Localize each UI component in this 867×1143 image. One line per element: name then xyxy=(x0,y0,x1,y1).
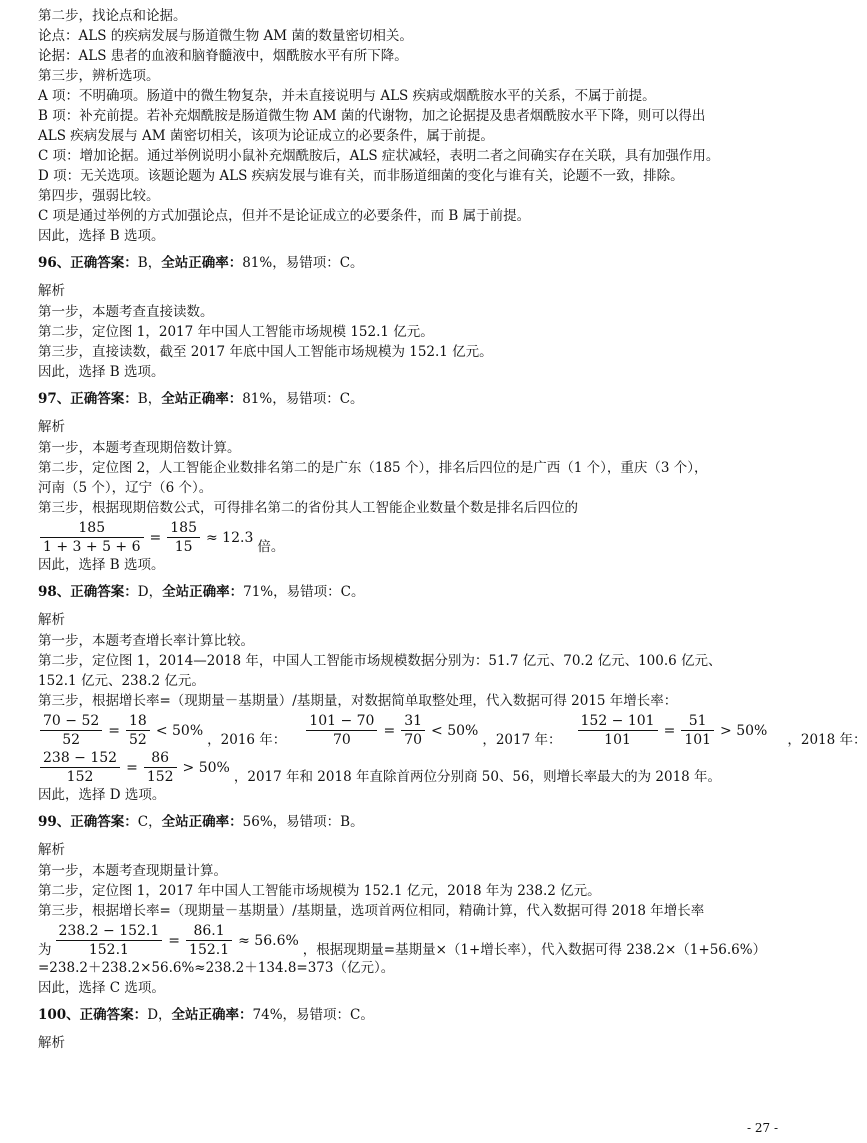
text-line: A 项：不明确项。肠道中的微生物复杂，并未直接说明与 ALS 疾病或烟酰胺水平的关系，不属于前提。 xyxy=(38,88,656,104)
text-line: 第三步，根据增长率=（现期量－基期量）/基期量，选项首两位相同，精确计算，代入数据可得 2018 年增长率 xyxy=(38,903,705,919)
text-line: 论据：ALS 患者的血液和脑脊髓液中，烟酰胺水平有所下降。 xyxy=(38,48,408,64)
question-99 xyxy=(38,811,778,998)
analysis-label: 解析 xyxy=(38,842,65,858)
text-line: 第二步，定位图 2，人工智能企业数排名第二的是广东（185 个），排名后四位的是广西（1 个），重庆（3 个）， xyxy=(38,460,708,476)
answer-header: 100、正确答案：D，全站正确率：74%，易错项：C。 xyxy=(38,1007,374,1023)
fraction: $\frac{185}{15}$ xyxy=(167,520,200,555)
text-line: 第一步，本题考查直接读数。 xyxy=(38,304,214,320)
text-line: 152.1 亿元、238.2 亿元。 xyxy=(38,673,205,689)
text-line: C 项是通过举例的方式加强论点，但并不是论证成立的必要条件，而 B 属于前提。 xyxy=(38,208,531,224)
document-page xyxy=(38,6,867,1054)
analysis-label: 解析 xyxy=(38,1035,65,1051)
text-line: 因此，选择 B 选项。 xyxy=(38,228,165,244)
text-line: C 项：增加论据。通过举例说明小鼠补充烟酰胺后，ALS 症状减轻，表明二者之间确实存在关联，具有加强作用。 xyxy=(38,148,720,164)
question-100 xyxy=(38,1004,778,1054)
answer-header: 98、正确答案：D，全站正确率：71%，易错项：C。 xyxy=(38,584,365,600)
analysis-label: 解析 xyxy=(38,612,65,628)
text-line: 第四步，强弱比较。 xyxy=(38,188,160,204)
text-line: D 项：无关选项。该题论题为 ALS 疾病发展与谁有关，而非肠道细菌的变化与谁有关，论题不一致，排除。 xyxy=(38,168,684,184)
text-line: 论点：ALS 的疾病发展与肠道微生物 AM 菌的数量密切相关。 xyxy=(38,28,413,44)
formula-row: $\frac{70 - 52}{52}$ = $\frac{18}{52}$ < 50%，2016 年： $\frac{101 - 70}{70}$ = $\frac{31}{70}$ < 50%，2017 年： $\frac{152 - 101}{101}$ = $\frac{51}{101}$ > 50%，2018 年： xyxy=(38,713,778,748)
formula: $\frac{185}{1 + 3 + 5 + 6}$ = $\frac{185}{15}$ ≈ 12.3倍。 xyxy=(38,520,778,555)
text-line: 第三步，辨析选项。 xyxy=(38,68,160,84)
question-98 xyxy=(38,581,867,805)
text-line: 第二步，定位图 1，2017 年中国人工智能市场规模为 152.1 亿元，2018 年为 238.2 亿元。 xyxy=(38,883,601,899)
text-line: 第一步，本题考查增长率计算比较。 xyxy=(38,633,254,649)
question-96 xyxy=(38,252,778,382)
section-reasoning xyxy=(38,6,778,246)
text-line: 河南（5 个），辽宁（6 个）。 xyxy=(38,480,213,496)
text-line: 第三步，根据增长率=（现期量－基期量）/基期量，对数据简单取整处理，代入数据可得 2015 年增长率： xyxy=(38,693,678,709)
text-line: =238.2＋238.2×56.6%≈238.2＋134.8=373（亿元）。 xyxy=(38,960,395,976)
analysis-label: 解析 xyxy=(38,283,65,299)
analysis-label: 解析 xyxy=(38,419,65,435)
answer-header: 99、正确答案：C，全站正确率：56%，易错项：B。 xyxy=(38,814,364,830)
text-line: B 项：补充前提。若补充烟酰胺是肠道微生物 AM 菌的代谢物，加之论据提及患者烟酰胺水平下降，则可以得出 xyxy=(38,108,706,124)
text-line: 因此，选择 D 选项。 xyxy=(38,787,166,803)
text-line: 第一步，本题考查现期倍数计算。 xyxy=(38,440,241,456)
answer-header: 97、正确答案：B，全站正确率：81%，易错项：C。 xyxy=(38,391,364,407)
question-97 xyxy=(38,388,778,575)
text-line: ALS 疾病发展与 AM 菌密切相关，该项为论证成立的必要条件，属于前提。 xyxy=(38,128,494,144)
fraction: $\frac{185}{1 + 3 + 5 + 6}$ xyxy=(40,520,144,555)
text-line: 第三步，直接读数，截至 2017 年底中国人工智能市场规模为 152.1 亿元。 xyxy=(38,344,493,360)
formula-row: $\frac{238 - 152}{152}$ = $\frac{86}{152}$ > 50%，2017 年和 2018 年直除首两位分别商 50、56，则增长率最大的为 2018 年。 xyxy=(38,750,778,785)
text-line: 第二步，找论点和论据。 xyxy=(38,8,187,24)
answer-header: 96、正确答案：B，全站正确率：81%，易错项：C。 xyxy=(38,255,364,271)
page-number: - 27 - xyxy=(746,1121,778,1135)
formula-row: 为 $\frac{238.2 - 152.1}{152.1}$ = $\frac{86.1}{152.1}$ ≈ 56.6%，根据现期量=基期量×（1+增长率），代入数据可得 238.2×（1+56.6%） xyxy=(38,923,767,958)
text-line: 第二步，定位图 1，2017 年中国人工智能市场规模 152.1 亿元。 xyxy=(38,324,434,340)
text-line: 因此，选择 C 选项。 xyxy=(38,980,165,996)
text-line: 因此，选择 B 选项。 xyxy=(38,557,165,573)
text-line: 第一步，本题考查现期量计算。 xyxy=(38,863,227,879)
text-line: 第三步，根据现期倍数公式，可得排名第二的省份其人工智能企业数量个数是排名后四位的 xyxy=(38,500,578,516)
text-line: 第二步，定位图 1，2014—2018 年，中国人工智能市场规模数据分别为：51.7 亿元、70.2 亿元、100.6 亿元、 xyxy=(38,653,722,669)
text-line: 因此，选择 B 选项。 xyxy=(38,364,165,380)
